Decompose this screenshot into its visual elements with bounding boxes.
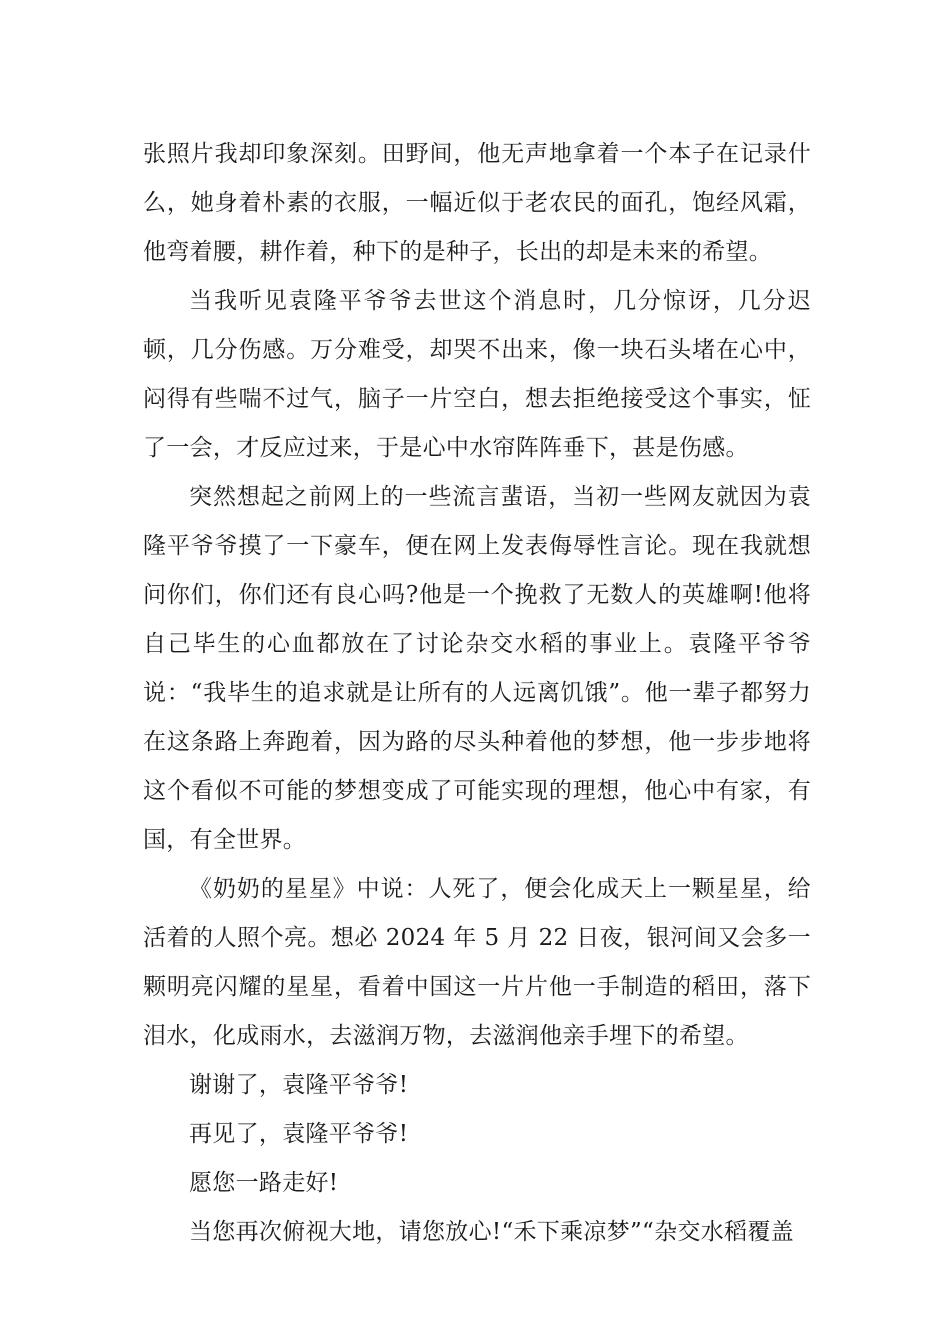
paragraph-continuation: 张照片我却印象深刻。田野间，他无声地拿着一个本子在记录什么，她身着朴素的衣服，一幅近似于老农民的面孔，饱经风霜，他弯着腰，耕作着，种下的是种子，长出的却是未来的希望。 xyxy=(143,141,811,265)
paragraph-news-reaction: 当我听见袁隆平爷爷去世这个消息时，几分惊讶，几分迟顿，几分伤感。万分难受，却哭不出来，像一块石头堵在心中，闷得有些喘不过气，脑子一片空白，想去拒绝接受这个事实，怔了一会，才反应过来，于是心中水帘阵阵垂下，甚是伤感。 xyxy=(143,288,811,461)
paragraph-thanks: 谢谢了，袁隆平爷爷! xyxy=(189,1072,409,1098)
document-body xyxy=(143,130,811,1257)
paragraph-blessing: 愿您一路走好! xyxy=(189,1170,339,1196)
paragraph-online-rumors: 突然想起之前网上的一些流言蜚语，当初一些网友就因为袁隆平爷爷摸了一下豪车，便在网上发表侮辱性言论。现在我就想问你们，你们还有良心吗?他是一个挽救了无数人的英雄啊!他将自己毕生的心血都放在了讨论杂交水稻的事业上。袁隆平爷爷说：“我毕生的追求就是让所有的人远离饥饿”。他一辈子都努力在这条路上奔跑着，因为路的尽头种着他的梦想，他一步步地将这个看似不可能的梦想变成了可能实现的理想，他心中有家，有国，有全世界。 xyxy=(143,484,811,853)
paragraph-closing: 当您再次俯视大地，请您放心!“禾下乘凉梦”“杂交水稻覆盖 xyxy=(189,1219,794,1245)
paragraph-grandma-stars: 《奶奶的星星》中说：人死了，便会化成天上一颗星星，给活着的人照个亮。想必 2024 年 5 月 22 日夜，银河间又会多一颗明亮闪耀的星星，看着中国这一片片他一手制造的稻田，落下泪水，化成雨水，去滋润万物，去滋润他亲手埋下的希望。 xyxy=(143,876,811,1049)
paragraph-farewell: 再见了，袁隆平爷爷! xyxy=(189,1121,409,1147)
